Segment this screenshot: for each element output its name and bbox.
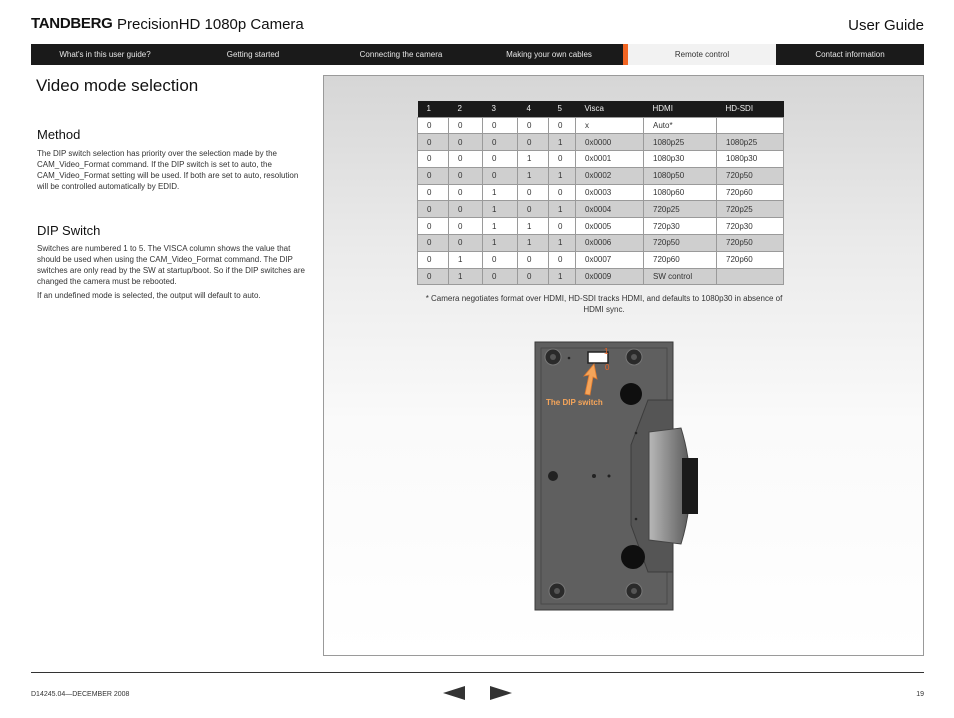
- table-row: [418, 218, 784, 235]
- cell-dip4: 0: [518, 134, 549, 151]
- cell-dip5: 0: [549, 184, 576, 201]
- cell-dip4: 1: [518, 167, 549, 184]
- arrow-left-icon[interactable]: [443, 686, 465, 700]
- nav-item-connecting-camera[interactable]: Connecting the camera: [359, 50, 443, 59]
- cell-visca: 0x0002: [576, 167, 644, 184]
- document-id: D14245.04—DECEMBER 2008: [31, 691, 130, 698]
- cell-dip5: 0: [549, 117, 576, 134]
- guide-title: User Guide: [848, 17, 924, 34]
- cell-visca: x: [576, 117, 644, 134]
- cell-hdmi: 1080p50: [644, 167, 717, 184]
- switch-off-mark: 0: [605, 363, 610, 372]
- cell-hdsdi: 720p50: [717, 235, 784, 252]
- table-row: [418, 151, 784, 168]
- cell-hdmi: SW control: [644, 268, 717, 285]
- cell-dip2: 0: [449, 201, 483, 218]
- cell-dip5: 1: [549, 268, 576, 285]
- table-row: [418, 268, 784, 285]
- arrow-right-icon[interactable]: [490, 686, 512, 700]
- brand-logo: TANDBERG: [31, 15, 113, 32]
- page-number: 19: [916, 691, 924, 698]
- cell-visca: 0x0000: [576, 134, 644, 151]
- cell-dip2: 0: [449, 184, 483, 201]
- cell-dip2: 0: [449, 235, 483, 252]
- cell-visca: 0x0009: [576, 268, 644, 285]
- cell-dip1: 0: [418, 151, 449, 168]
- cell-visca: 0x0007: [576, 251, 644, 268]
- cell-dip5: 0: [549, 151, 576, 168]
- cell-hdmi: 1080p25: [644, 134, 717, 151]
- method-text: The DIP switch selection has priority over the selection made by the CAM_Video_Format command. If the DIP switch is set to auto, the CAM_Video_Format setting will be used. If both are set to auto, resolution will be controlled automatically by EDID.: [37, 149, 299, 191]
- table-row: [418, 134, 784, 151]
- cell-dip5: 1: [549, 235, 576, 252]
- cell-dip1: 0: [418, 117, 449, 134]
- cell-hdsdi: 720p50: [717, 167, 784, 184]
- cell-visca: 0x0004: [576, 201, 644, 218]
- table-row: [418, 251, 784, 268]
- dip-switch-label: The DIP switch: [546, 398, 603, 407]
- cell-hdmi: 1080p60: [644, 184, 717, 201]
- cell-dip4: 0: [518, 184, 549, 201]
- cell-hdsdi: [717, 117, 784, 134]
- col-header-2: 2: [449, 101, 483, 117]
- cell-hdsdi: 720p60: [717, 184, 784, 201]
- cell-dip2: 0: [449, 134, 483, 151]
- cell-dip4: 0: [518, 251, 549, 268]
- col-header-1: 1: [418, 101, 449, 117]
- col-header-hdmi: HDMI: [644, 101, 717, 117]
- cell-dip3: 0: [483, 151, 518, 168]
- col-header-3: 3: [483, 101, 518, 117]
- cell-dip4: 0: [518, 201, 549, 218]
- nav-item-making-cables[interactable]: Making your own cables: [506, 50, 592, 59]
- cell-dip4: 0: [518, 268, 549, 285]
- cell-hdmi: 720p60: [644, 251, 717, 268]
- cell-dip5: 0: [549, 251, 576, 268]
- table-header-row: [418, 101, 784, 117]
- cell-dip5: 1: [549, 134, 576, 151]
- cell-dip2: 0: [449, 218, 483, 235]
- cell-dip5: 0: [549, 218, 576, 235]
- cell-hdsdi: 720p60: [717, 251, 784, 268]
- cell-dip4: 1: [518, 151, 549, 168]
- cell-hdmi: 720p25: [644, 201, 717, 218]
- nav-item-getting-started[interactable]: Getting started: [226, 50, 280, 59]
- cell-dip1: 0: [418, 184, 449, 201]
- cell-hdmi: Auto*: [644, 117, 717, 134]
- cell-dip3: 0: [483, 251, 518, 268]
- camera-dip-switch-illustration: [531, 340, 701, 612]
- cell-dip3: 1: [483, 184, 518, 201]
- nav-item-remote-control[interactable]: Remote control: [623, 44, 776, 65]
- cell-dip1: 0: [418, 268, 449, 285]
- cell-visca: 0x0006: [576, 235, 644, 252]
- cell-dip2: 0: [449, 167, 483, 184]
- cell-dip2: 0: [449, 151, 483, 168]
- switch-on-mark: 1: [604, 347, 609, 356]
- cell-dip3: 1: [483, 201, 518, 218]
- table-row: [418, 235, 784, 252]
- cell-dip3: 0: [483, 167, 518, 184]
- col-header-visca: Visca: [576, 101, 644, 117]
- cell-dip3: 0: [483, 117, 518, 134]
- cell-hdmi: 720p50: [644, 235, 717, 252]
- table-row: [418, 167, 784, 184]
- cell-dip3: 1: [483, 235, 518, 252]
- cell-visca: 0x0003: [576, 184, 644, 201]
- col-header-4: 4: [518, 101, 549, 117]
- col-header-hdsdi: HD-SDI: [717, 101, 784, 117]
- cell-dip1: 0: [418, 235, 449, 252]
- cell-hdmi: 1080p30: [644, 151, 717, 168]
- cell-hdmi: 720p30: [644, 218, 717, 235]
- cell-hdsdi: 1080p30: [717, 151, 784, 168]
- cell-hdsdi: 720p25: [717, 201, 784, 218]
- col-header-5: 5: [549, 101, 576, 117]
- dip-switch-text: Switches are numbered 1 to 5. The VISCA column shows the value that should be used when using the CAM_Video_Format command. The DIP switches are only read by the SW at startup/boot. So if the DIP switches are changed the camera must be rebooted.: [37, 244, 305, 286]
- table-footnote: * Camera negotiates format over HDMI, HD-SDI tracks HDMI, and defaults to 1080p30 in absence of HDMI sync.: [425, 294, 783, 314]
- cell-dip3: 1: [483, 218, 518, 235]
- cell-dip1: 0: [418, 201, 449, 218]
- table-row: [418, 117, 784, 134]
- cell-dip5: 1: [549, 201, 576, 218]
- nav-item-contact-information[interactable]: Contact information: [815, 50, 885, 59]
- table-row: [418, 184, 784, 201]
- cell-visca: 0x0001: [576, 151, 644, 168]
- cell-hdsdi: [717, 268, 784, 285]
- cell-dip4: 0: [518, 117, 549, 134]
- cell-dip4: 1: [518, 235, 549, 252]
- cell-dip3: 0: [483, 134, 518, 151]
- cell-dip1: 0: [418, 251, 449, 268]
- product-name: PrecisionHD 1080p Camera: [117, 16, 304, 33]
- nav-item-whats-in-guide[interactable]: What's in this user guide?: [59, 50, 151, 59]
- video-mode-table: [417, 101, 784, 285]
- cell-dip1: 0: [418, 134, 449, 151]
- top-nav: [31, 44, 924, 65]
- cell-dip5: 1: [549, 167, 576, 184]
- dip-switch-note: If an undefined mode is selected, the output will default to auto.: [37, 291, 261, 300]
- table-row: [418, 201, 784, 218]
- cell-dip4: 1: [518, 218, 549, 235]
- cell-dip3: 0: [483, 268, 518, 285]
- cell-visca: 0x0005: [576, 218, 644, 235]
- cell-hdsdi: 720p30: [717, 218, 784, 235]
- cell-dip1: 0: [418, 218, 449, 235]
- dip-switch-heading: DIP Switch: [37, 223, 101, 238]
- cell-dip2: 1: [449, 251, 483, 268]
- cell-dip1: 0: [418, 167, 449, 184]
- page-title: Video mode selection: [36, 76, 199, 95]
- cell-hdsdi: 1080p25: [717, 134, 784, 151]
- cell-dip2: 1: [449, 268, 483, 285]
- cell-dip2: 0: [449, 117, 483, 134]
- method-heading: Method: [37, 127, 81, 142]
- footer-divider: [31, 672, 924, 673]
